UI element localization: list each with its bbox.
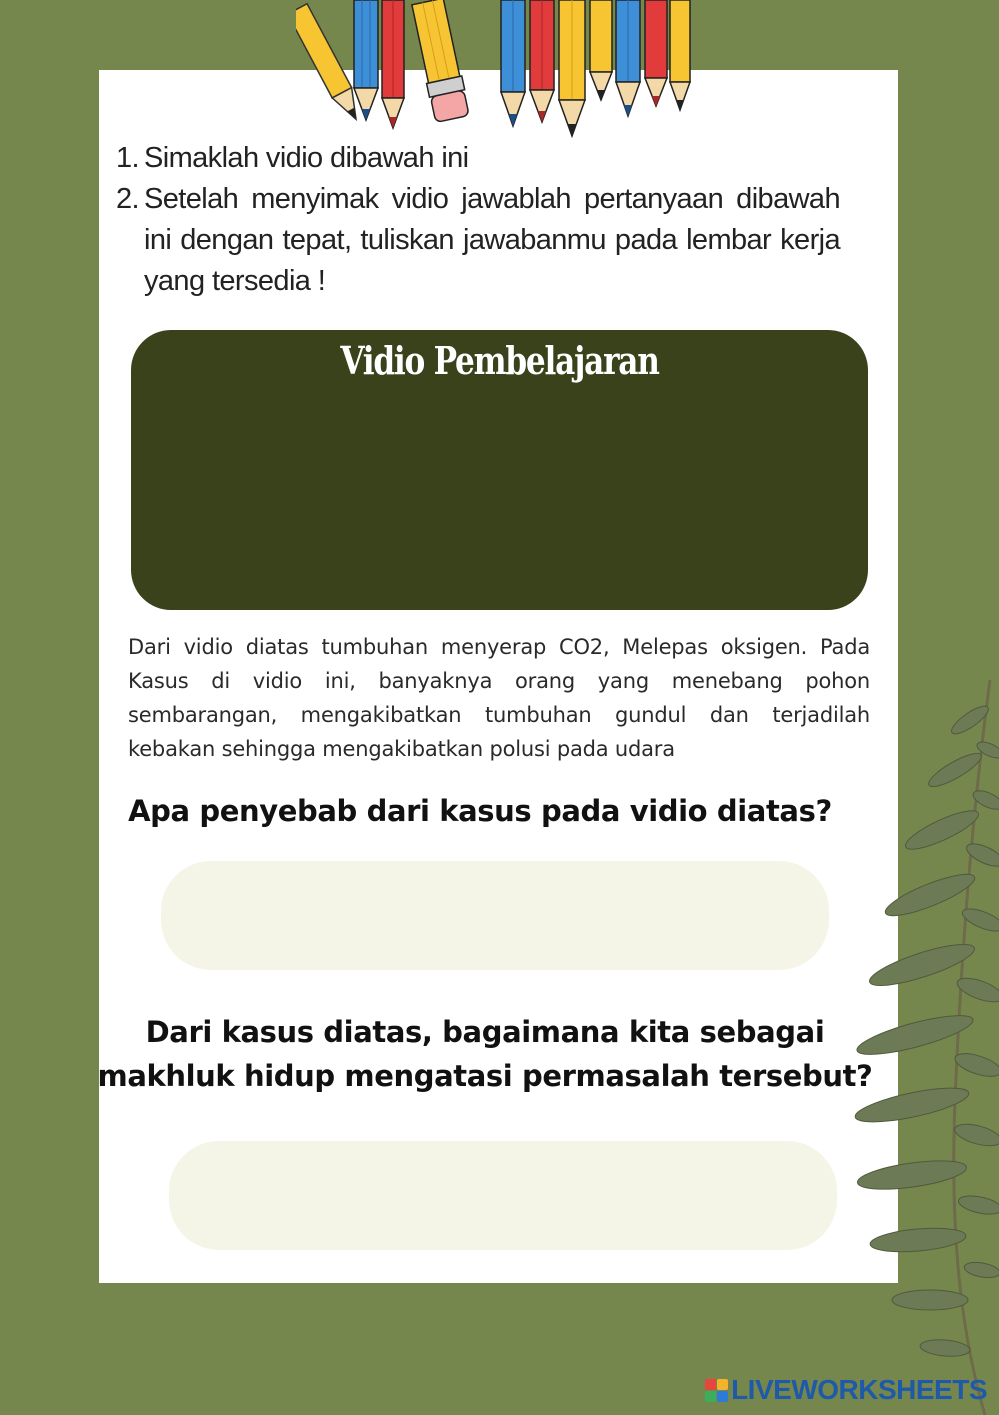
question-1: Apa penyebab dari kasus pada vidio diatas? xyxy=(128,794,832,828)
instruction-number: 1. xyxy=(116,142,139,174)
answer-field-1[interactable] xyxy=(161,861,829,970)
answer-field-2[interactable] xyxy=(169,1141,837,1250)
question-2-line-2: makhluk hidup mengatasi permasalah tersebut? xyxy=(97,1059,873,1093)
instruction-item xyxy=(116,138,840,179)
video-title: Vidio Pembelajaran xyxy=(340,338,659,383)
case-description: Dari vidio diatas tumbuhan menyerap CO2, Melepas oksigen. Pada Kasus di vidio ini, banyaknya orang yang menebang pohon sembarangan, mengakibatkan tumbuhan gundul dan terjadilah kebakan sehingga mengakibatkan polusi pada udara xyxy=(128,635,870,761)
instruction-text: Setelah menyimak vidio jawablah pertanyaan dibawah ini dengan tepat, tuliskan jawabanmu pada lembar kerja yang tersedia ! xyxy=(144,183,840,297)
pencils-decoration xyxy=(296,0,696,140)
instruction-text: Simaklah vidio dibawah ini xyxy=(144,142,469,174)
instruction-list xyxy=(116,138,840,302)
liveworksheets-logo-icon xyxy=(705,1379,728,1402)
question-2-line-1: Dari kasus diatas, bagaimana kita sebagai xyxy=(145,1015,825,1049)
video-player[interactable] xyxy=(131,330,868,610)
instruction-item xyxy=(116,179,840,302)
instruction-number: 2. xyxy=(116,183,139,215)
question-2 xyxy=(95,1010,875,1098)
liveworksheets-brand xyxy=(705,1374,987,1406)
fern-leaf-decoration xyxy=(850,680,999,1415)
brand-name: LIVEWORKSHEETS xyxy=(731,1374,987,1405)
